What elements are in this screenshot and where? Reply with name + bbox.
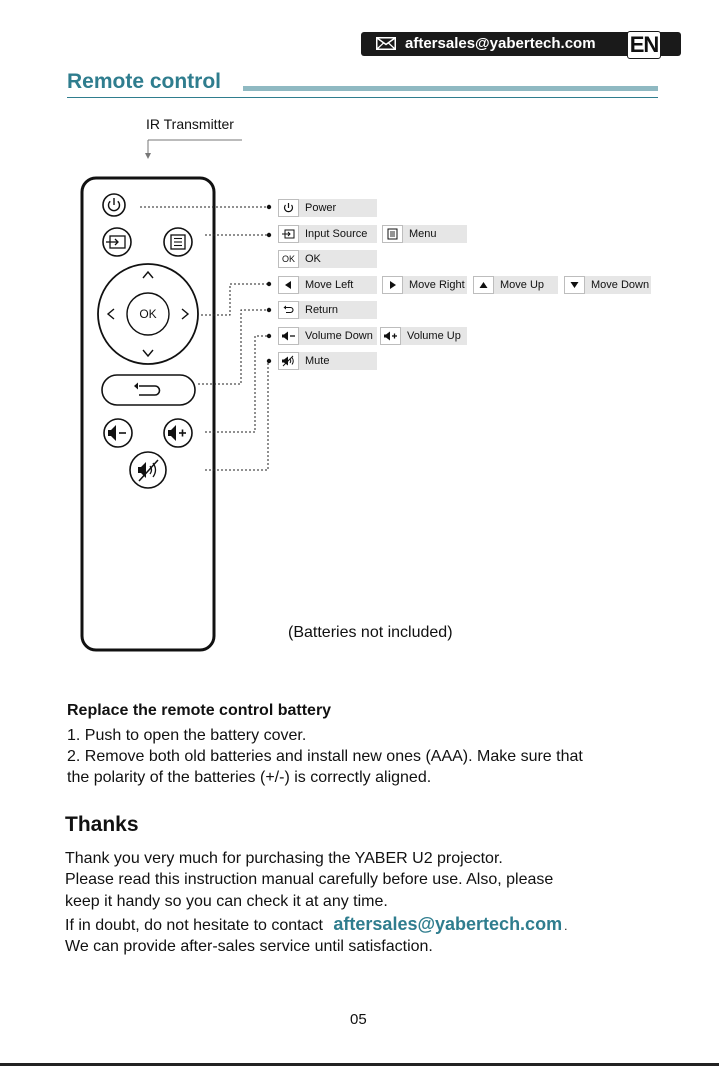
battery-heading: Replace the remote control battery bbox=[67, 702, 332, 719]
thanks-heading: Thanks bbox=[65, 813, 139, 836]
legend-input-source bbox=[278, 225, 377, 243]
power-icon bbox=[103, 194, 125, 216]
legend-mute bbox=[278, 352, 377, 370]
legend-move-up bbox=[473, 276, 558, 294]
ok-icon: OK bbox=[278, 250, 299, 268]
contact-email-link[interactable]: aftersales@yabertech.com bbox=[333, 914, 563, 934]
left-triangle-icon bbox=[278, 276, 299, 294]
legend-move-down bbox=[564, 276, 651, 294]
menu-icon bbox=[164, 228, 192, 256]
mute-icon bbox=[130, 452, 166, 488]
legend-label: Volume Down bbox=[305, 330, 373, 342]
thanks-line-3: keep it handy so you can check it at any time. bbox=[65, 893, 388, 910]
thanks-line-5: We can provide after-sales service until satisfaction. bbox=[65, 938, 433, 955]
ir-transmitter-label: IR Transmitter bbox=[146, 116, 234, 132]
battery-step-1: 1. Push to open the battery cover. bbox=[67, 727, 307, 744]
header-email[interactable]: aftersales@yabertech.com bbox=[405, 35, 596, 52]
input-source-icon bbox=[103, 228, 131, 256]
remote-body bbox=[82, 178, 214, 650]
volume-up-icon bbox=[164, 419, 192, 447]
legend-label: Move Left bbox=[305, 279, 354, 291]
contact-text: If in doubt, do not hesitate to contact bbox=[65, 917, 323, 934]
legend-label: Mute bbox=[305, 355, 330, 367]
thanks-line-2: Please read this instruction manual carefully before use. Also, please bbox=[65, 871, 554, 888]
thanks-line-4 bbox=[65, 914, 567, 937]
return-icon bbox=[102, 375, 195, 405]
ok-button: OK bbox=[139, 307, 157, 321]
legend-move-left bbox=[278, 276, 377, 294]
thanks-line-1: Thank you very much for purchasing the YABER U2 projector. bbox=[65, 850, 503, 867]
legend-label: Move Up bbox=[500, 279, 545, 291]
contact-suffix: . bbox=[564, 919, 568, 933]
legend-label: Input Source bbox=[305, 228, 368, 240]
menu-icon bbox=[382, 225, 403, 243]
battery-note: (Batteries not included) bbox=[288, 624, 453, 641]
return-icon bbox=[278, 301, 299, 319]
ir-arrow-head bbox=[145, 153, 151, 159]
legend-label: OK bbox=[305, 253, 321, 265]
legend-label: Menu bbox=[409, 228, 437, 240]
legend-ok bbox=[278, 250, 377, 268]
volume-down-icon bbox=[104, 419, 132, 447]
legend-label: Move Down bbox=[591, 279, 650, 291]
leader-dots bbox=[267, 205, 271, 363]
down-triangle-icon bbox=[564, 276, 585, 294]
legend-label: Power bbox=[305, 202, 337, 214]
legend-volume-down bbox=[278, 327, 377, 345]
legend-menu bbox=[382, 225, 467, 243]
mute-icon bbox=[278, 352, 299, 370]
legend-power bbox=[278, 199, 377, 217]
legend-volume-up bbox=[380, 327, 467, 345]
up-triangle-icon bbox=[473, 276, 494, 294]
right-triangle-icon bbox=[382, 276, 403, 294]
volume-up-icon bbox=[380, 327, 401, 345]
battery-step-2: 2. Remove both old batteries and install new ones (AAA). Make sure that bbox=[67, 748, 583, 765]
input-source-icon bbox=[278, 225, 299, 243]
legend-return bbox=[278, 301, 377, 319]
ir-arrow bbox=[148, 140, 242, 154]
power-icon bbox=[278, 199, 299, 217]
battery-step-2-cont: the polarity of the batteries (+/-) is correctly aligned. bbox=[67, 769, 432, 786]
section-title: Remote control bbox=[67, 70, 222, 93]
legend-label: Move Right bbox=[409, 279, 465, 291]
volume-down-icon bbox=[278, 327, 299, 345]
page-number: 05 bbox=[350, 1011, 367, 1028]
legend-label: Volume Up bbox=[407, 330, 461, 342]
legend-label: Return bbox=[305, 304, 339, 316]
language-badge: EN bbox=[627, 31, 661, 59]
legend-move-right bbox=[382, 276, 467, 294]
